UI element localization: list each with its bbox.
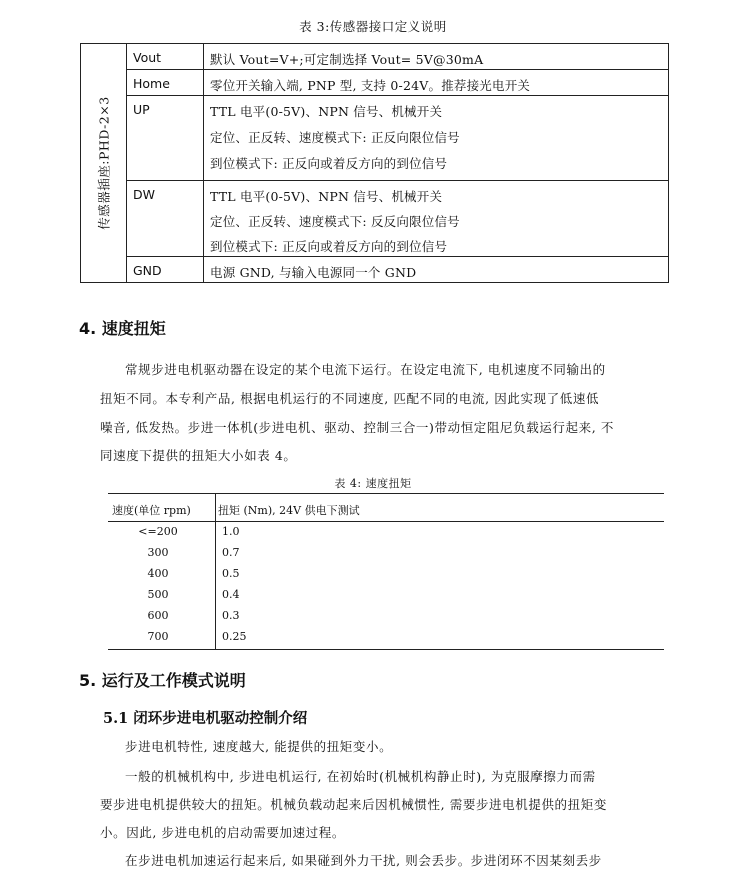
signal-description: 电源 GND, 与输入电源同一个 GND xyxy=(210,265,417,280)
sensor-interface-table xyxy=(80,43,669,283)
table4-caption: 表 4: 速度扭矩 xyxy=(334,477,412,490)
subsection-heading: 5.1 闭环步进电机驱动控制介绍 xyxy=(103,710,308,727)
paragraph-line: 扭矩不同。本专利产品, 根据电机运行的不同速度, 匹配不同的电流, 因此实现了低速低 xyxy=(100,391,600,406)
speed-cell: 400 xyxy=(147,567,169,580)
signal-name: Vout xyxy=(133,50,162,65)
column-divider xyxy=(203,44,204,282)
paragraph-line: 在步进电机加速运行起来后, 如果碰到外力干扰, 则会丢步。步进闭环不因某刻丢步 xyxy=(125,853,602,868)
signal-name: GND xyxy=(133,263,162,278)
signal-description: 默认 Vout=V+;可定制选择 Vout= 5V@30mA xyxy=(210,52,484,67)
speed-cell: 500 xyxy=(147,588,169,601)
speed-cell: 600 xyxy=(147,609,169,622)
header-rule xyxy=(108,521,664,522)
speed-cell: 300 xyxy=(147,546,169,559)
row-divider xyxy=(126,69,668,70)
table3-caption: 表 3:传感器接口定义说明 xyxy=(299,19,447,34)
paragraph-line: 噪音, 低发热。步进一体机(步进电机、驱动、控制三合一)带动恒定阻尼负载运行起来, 不 xyxy=(100,420,614,435)
signal-description: 到位模式下: 正反向或着反方向的到位信号 xyxy=(210,156,448,171)
paragraph-line: 要步进电机提供较大的扭矩。机械负载动起来后因机械惯性, 需要步进电机提供的扭矩变 xyxy=(100,797,607,812)
section-heading: 4. 速度扭矩 xyxy=(79,319,166,338)
torque-cell: 0.5 xyxy=(222,567,240,580)
signal-name: Home xyxy=(133,76,170,91)
sensor-socket-label: 传感器插座:PHD-2×3 xyxy=(96,96,112,230)
column-divider xyxy=(215,494,216,649)
paragraph-line: 同速度下提供的扭矩大小如表 4。 xyxy=(100,448,297,463)
column-divider xyxy=(126,44,127,282)
column-header: 速度(单位 rpm) xyxy=(112,504,191,517)
signal-description: 零位开关输入端, PNP 型, 支持 0-24V。推荐接光电开关 xyxy=(210,78,531,93)
torque-cell: 0.25 xyxy=(222,630,247,643)
paragraph-line: 常规步进电机驱动器在设定的某个电流下运行。在设定电流下, 电机速度不同输出的 xyxy=(125,362,606,377)
torque-cell: 0.7 xyxy=(222,546,240,559)
signal-description: 到位模式下: 正反向或着反方向的到位信号 xyxy=(210,239,448,254)
signal-description: 定位、正反转、速度模式下: 正反向限位信号 xyxy=(210,130,460,145)
paragraph-line: 小。因此, 步进电机的启动需要加速过程。 xyxy=(100,825,345,840)
column-header: 扭矩 (Nm), 24V 供电下测试 xyxy=(218,504,360,517)
torque-cell: 1.0 xyxy=(222,525,240,538)
paragraph-line: 步进电机特性, 速度越大, 能提供的扭矩变小。 xyxy=(125,739,393,754)
section-heading: 5. 运行及工作模式说明 xyxy=(79,671,246,690)
signal-description: TTL 电平(0-5V)、NPN 信号、机械开关 xyxy=(210,189,443,204)
torque-cell: 0.3 xyxy=(222,609,240,622)
row-divider xyxy=(126,180,668,181)
signal-name: DW xyxy=(133,187,155,202)
signal-name: UP xyxy=(133,102,150,117)
torque-cell: 0.4 xyxy=(222,588,240,601)
speed-torque-table xyxy=(108,493,664,650)
speed-cell: <=200 xyxy=(138,525,178,538)
row-divider xyxy=(126,95,668,96)
paragraph-line: 一般的机械机构中, 步进电机运行, 在初始时(机械机构静止时), 为克服摩擦力而需 xyxy=(125,769,596,784)
signal-description: 定位、正反转、速度模式下: 反反向限位信号 xyxy=(210,214,460,229)
row-divider xyxy=(126,256,668,257)
signal-description: TTL 电平(0-5V)、NPN 信号、机械开关 xyxy=(210,104,443,119)
speed-cell: 700 xyxy=(147,630,169,643)
